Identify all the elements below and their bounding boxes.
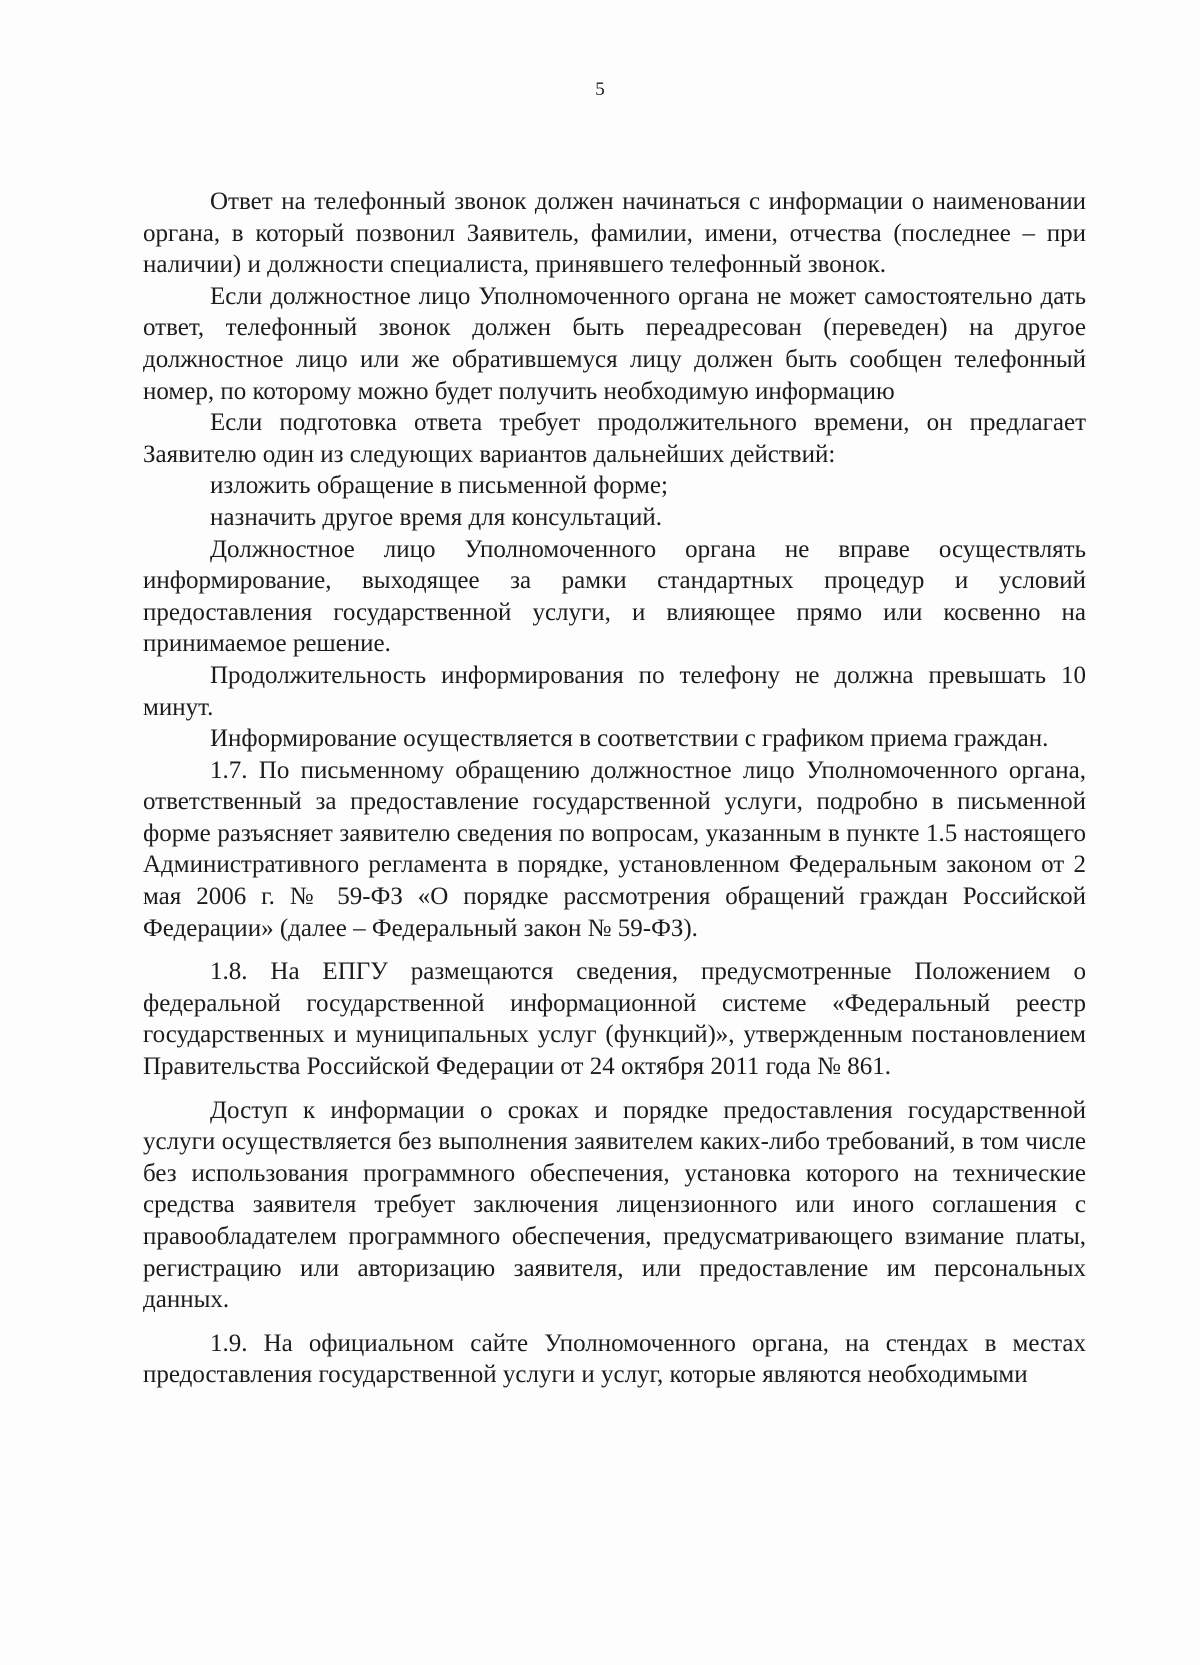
paragraph-limits: Должностное лицо Уполномоченного органа не вправе осуществлять информирование, выходящее за рамки стандартных процедур и условий предоставления государственной услуги, и влияющее прямо или косвенно на принимаемое решение. <box>143 535 1086 658</box>
document-body <box>143 186 1086 1391</box>
paragraph-option-written: изложить обращение в письменной форме; <box>210 472 668 500</box>
paragraph-option-reschedule: назначить другое время для консультаций. <box>210 503 663 531</box>
paragraph-phone-answer: Ответ на телефонный звонок должен начинаться с информации о наименовании органа, в который позвонил Заявитель, фамилии, имени, отчества (последнее – при наличии) и должности специалиста, принявшего телефонный звонок. <box>143 188 1086 279</box>
paragraph-long-answer: Если подготовка ответа требует продолжительного времени, он предлагает Заявителю один из следующих вариантов дальнейших действий: <box>143 409 1086 468</box>
paragraph-duration: Продолжительность информирования по телефону не должна превышать 10 минут. <box>143 661 1086 721</box>
paragraph-access: Доступ к информации о сроках и порядке предоставления государственной услуги осуществляется без выполнения заявителем каких-либо требований, в том числе без использования программного обеспечения, установка которого на технические средства заявителя требует заключения лицензионного или иного соглашения с правообладателем программного обеспечения, предусматривающего взимание платы, регистрацию или авторизацию заявителя, или предоставление им персональных данных. <box>143 1096 1086 1314</box>
paragraph-redirect-call: Если должностное лицо Уполномоченного органа не может самостоятельно дать ответ, телефонный звонок должен быть переадресован (переведен) на другое должностное лицо или же обратившемуся лицу должен быть сообщен телефонный номер, по которому можно будет получить необходимую информацию <box>143 282 1086 405</box>
paragraph-schedule: Информирование осуществляется в соответствии с графиком приема граждан. <box>210 725 1049 753</box>
paragraph-1-9: 1.9. На официальном сайте Уполномоченного органа, на стендах в местах предоставления государственной услуги и услуг, которые являются необходимыми <box>143 1329 1086 1389</box>
page-number: 5 <box>595 79 605 100</box>
paragraph-1-7: 1.7. По письменному обращению должностное лицо Уполномоченного органа, ответственный за предоставление государственной услуги, подробно в письменной форме разъясняет заявителю сведения по вопросам, указанным в пункте 1.5 настоящего Административного регламента в порядке, установленном Федеральным законом от 2 мая 2006 г. № 59-ФЗ «О порядке рассмотрения обращений граждан Российской Федерации» (далее – Федеральный закон № 59-ФЗ). <box>143 756 1086 942</box>
paragraph-1-8: 1.8. На ЕПГУ размещаются сведения, предусмотренные Положением о федеральной государственной информационной системе «Федеральный реестр государственных и муниципальных услуг (функций)», утвержденным постановлением Правительства Российской Федерации от 24 октября 2011 года № 861. <box>143 958 1086 1081</box>
